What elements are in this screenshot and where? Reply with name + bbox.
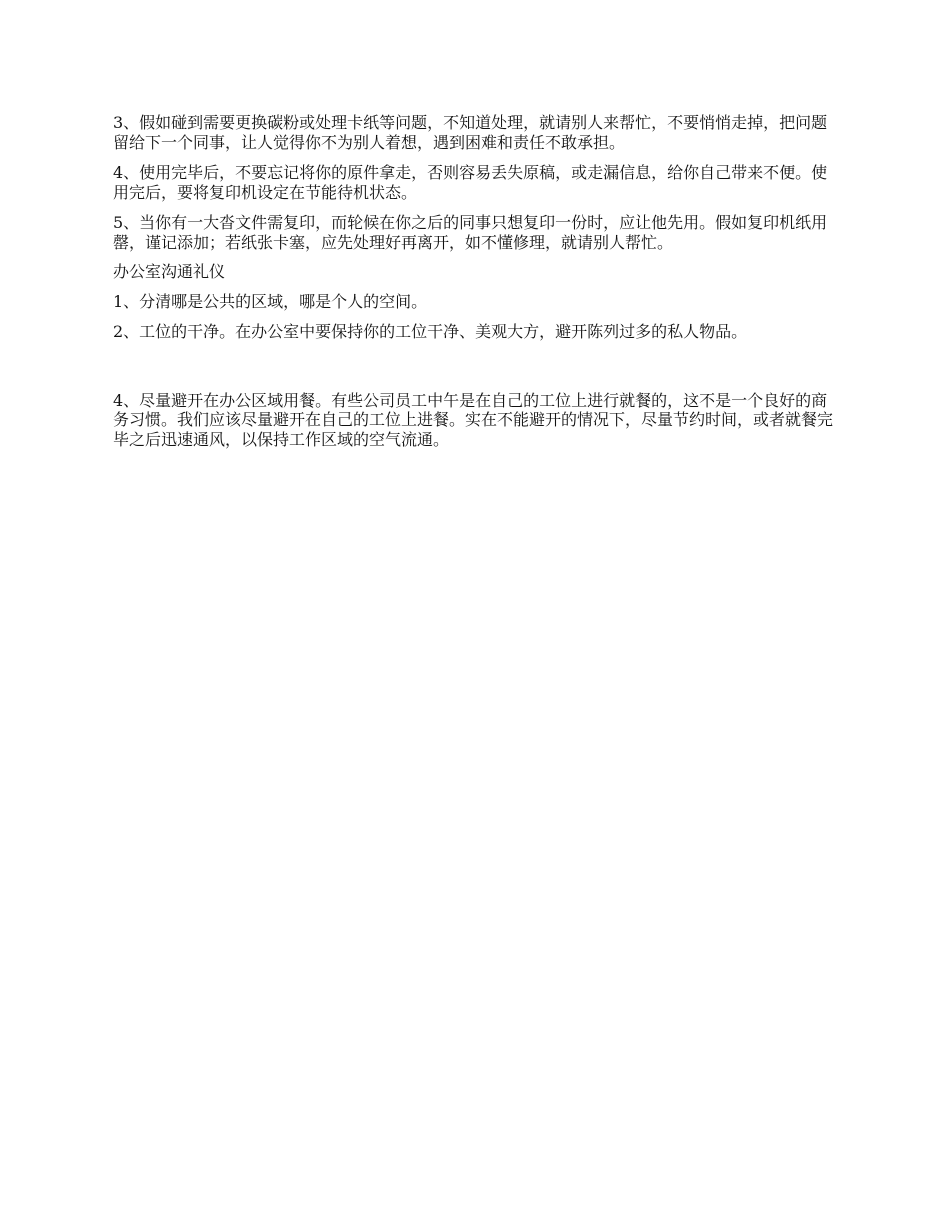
section-heading: 办公室沟通礼仪 bbox=[113, 262, 226, 281]
document-page bbox=[113, 113, 841, 449]
paragraph-copier-jam: 3、假如碰到需要更换碳粉或处理卡纸等问题，不知道处理，就请别人来帮忙，不要悄悄走掉，把问题留给下一个同事，让人觉得你不为别人着想，遇到困难和责任不敢承担。 bbox=[113, 113, 828, 152]
paragraph-copier-queue: 5、当你有一大沓文件需复印，而轮候在你之后的同事只想复印一份时，应让他先用。假如复印机纸用罄，谨记添加；若纸张卡塞，应先处理好再离开，如不懂修理，就请别人帮忙。 bbox=[113, 213, 828, 252]
paragraph-public-private-space: 1、分清哪是公共的区域，哪是个人的空间。 bbox=[113, 291, 428, 311]
paragraph-avoid-eating: 4、尽量避开在办公区域用餐。有些公司员工中午是在自己的工位上进行就餐的，这不是一个良好的商务习惯。我们应该尽量避开在自己的工位上进餐。实在不能避开的情况下，尽量节约时间，或者就餐完毕之后迅速通风，以保持工作区域的空气流通。 bbox=[113, 390, 834, 449]
paragraph-clean-workstation: 2、工位的干净。在办公室中要保持你的工位干净、美观大方，避开陈列过多的私人物品。 bbox=[113, 322, 748, 341]
paragraph-copier-original: 4、使用完毕后，不要忘记将你的原件拿走，否则容易丢失原稿，或走漏信息，给你自己带来不便。使用完后，要将复印机设定在节能待机状态。 bbox=[113, 163, 828, 202]
